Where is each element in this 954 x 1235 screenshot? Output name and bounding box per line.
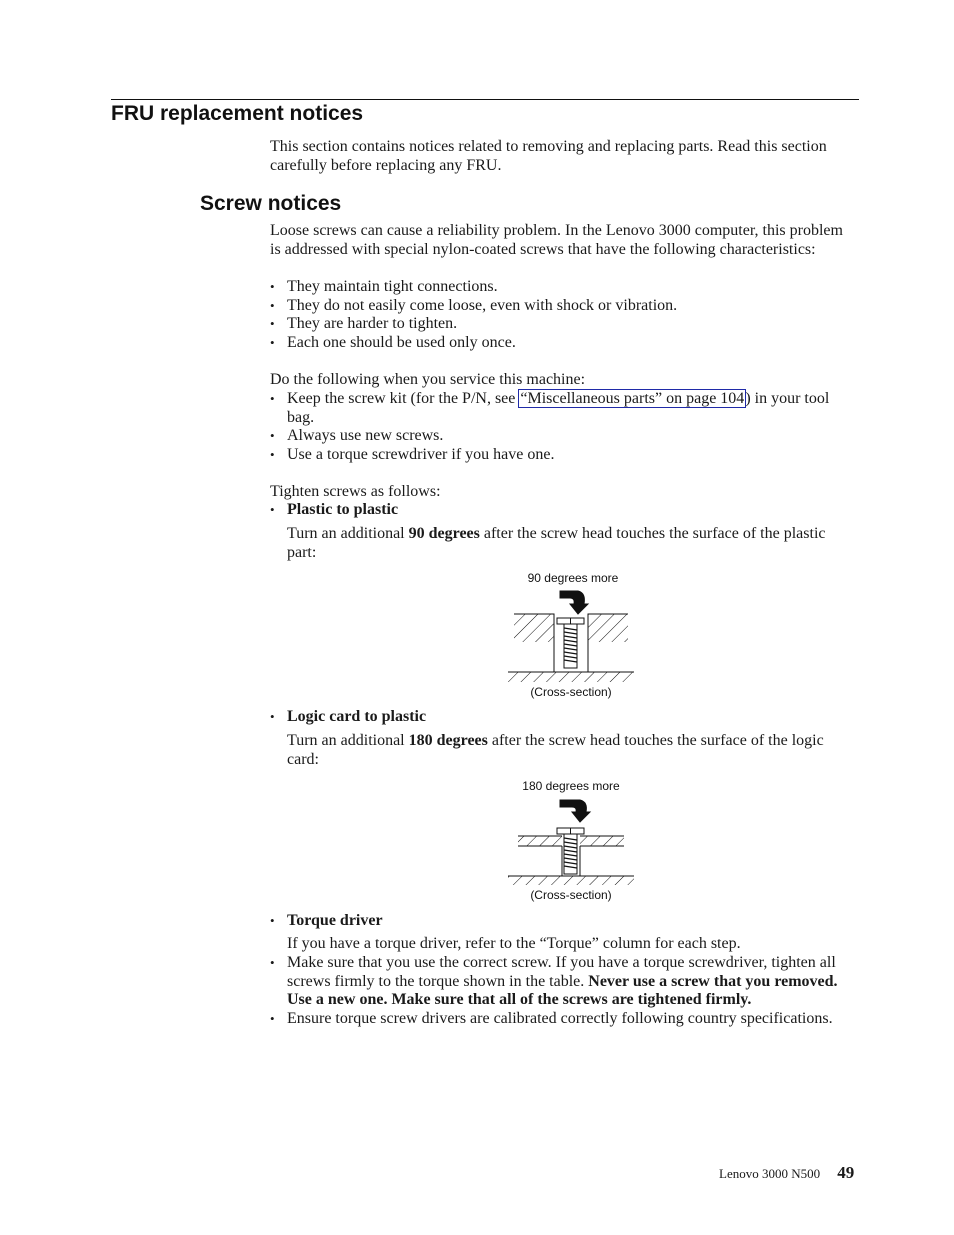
service-list: [270, 390, 860, 464]
page-number: 49: [837, 1163, 855, 1182]
logic-title: Logic card to plastic: [287, 708, 427, 725]
plastic-text-before: Turn an additional: [287, 525, 409, 542]
list-item: • Use a torque screwdriver if you have one.: [270, 446, 860, 465]
list-item: [270, 954, 840, 1010]
list-item: [270, 708, 850, 727]
list-item: [270, 501, 850, 520]
section-heading: FRU replacement notices: [111, 102, 364, 125]
figure-2-bottom-label: (Cross-section): [530, 888, 612, 902]
logic-text-after: after the screw head touches the surface of the logic card:: [287, 732, 824, 768]
list-item: [270, 390, 860, 427]
figure-1-top-label: 90 degrees more: [527, 571, 619, 585]
screw-figure-logic: [500, 796, 640, 888]
logic-item: [270, 708, 850, 727]
screw-figure-plastic: [500, 588, 640, 688]
misc-parts-link[interactable]: “Miscellaneous parts” on page 104: [520, 390, 745, 407]
characteristics-list: [270, 278, 850, 352]
logic-degrees: 180 degrees: [408, 732, 488, 749]
header-rule: [111, 99, 859, 100]
correct-screw-text: Make sure that you use the correct screw. If you have a torque screwdriver, tighten all screws firmly to the torque shown in the table.: [287, 954, 836, 990]
plastic-text-after: after the screw head touches the surface of the plastic part:: [287, 525, 826, 561]
footer-title: Lenovo 3000 N500: [719, 1166, 821, 1181]
plastic-text: [287, 525, 847, 562]
list-item: • Always use new screws.: [270, 427, 860, 446]
list-item: • They are harder to tighten.: [270, 315, 850, 334]
logic-text-before: Turn an additional: [287, 732, 409, 749]
tighten-intro: Tighten screws as follows:: [270, 483, 441, 500]
footer: [719, 1163, 854, 1183]
logic-text: [287, 732, 847, 769]
torque-title: Torque driver: [287, 912, 383, 929]
plastic-title: Plastic to plastic: [287, 501, 399, 518]
figure-1-bottom-label: (Cross-section): [530, 685, 612, 699]
subsection-heading: Screw notices: [200, 192, 342, 215]
list-item: • They do not easily come loose, even with shock or vibration.: [270, 297, 850, 316]
list-item: [270, 912, 850, 931]
plastic-item: [270, 501, 850, 520]
torque-text: If you have a torque driver, refer to the “Torque” column for each step.: [287, 935, 741, 952]
kit-text-before: Keep the screw kit (for the P/N, see: [287, 390, 520, 407]
list-item: • Ensure torque screw drivers are calibrated correctly following country specifications.: [270, 1010, 840, 1029]
screw-intro-paragraph: Loose screws can cause a reliability problem. In the Lenovo 3000 computer, this problem is addressed with special nylon-coated screws that have the following characteristics:: [270, 222, 843, 258]
correct-screw-warning: Never use a screw that you removed. Use a new one. Make sure that all of the screws are tightened firmly.: [287, 972, 838, 1009]
figure-2-top-label: 180 degrees more: [522, 779, 620, 793]
torque-item: [270, 912, 850, 931]
list-item: • They maintain tight connections.: [270, 278, 850, 297]
kit-text-after: ) in your tool bag.: [287, 390, 830, 426]
list-item: • Each one should be used only once.: [270, 334, 850, 353]
final-list: [270, 954, 840, 1028]
service-intro: Do the following when you service this machine:: [270, 371, 586, 388]
plastic-degrees: 90 degrees: [408, 525, 480, 542]
intro-paragraph: This section contains notices related to removing and replacing parts. Read this section carefully before replacing any FRU.: [270, 138, 827, 174]
